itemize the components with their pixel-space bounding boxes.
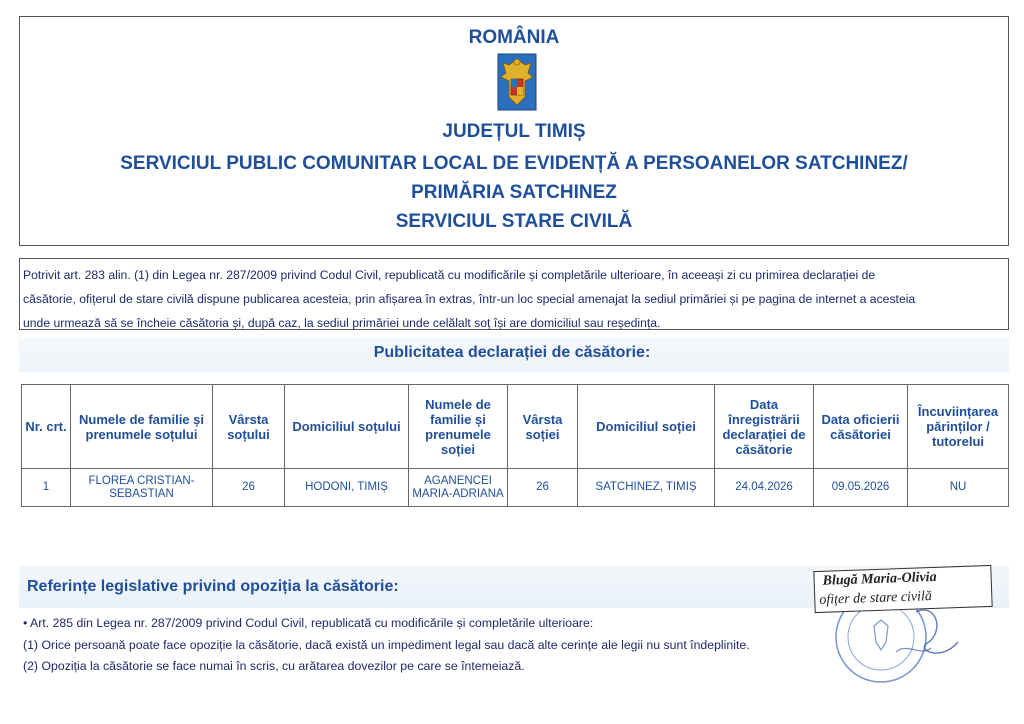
col-header: Numele de familie și prenumele soțului — [71, 385, 213, 469]
col-header: Încuviințarea părinților / tutorelui — [908, 385, 1009, 469]
col-header: Vârsta soțului — [213, 385, 285, 469]
col-header: Vârsta soției — [508, 385, 578, 469]
declarations-table — [21, 384, 1009, 507]
country-title: ROMÂNIA — [468, 27, 560, 48]
intro-line-1: Potrivit art. 283 alin. (1) din Legea nr. 287/2009 privind Codul Civil, republicată cu modificările și completările ulterioare, în aceeași zi cu primirea declarației de — [23, 268, 876, 282]
service-title: SERVICIUL PUBLIC COMUNITAR LOCAL DE EVIDENȚĂ A PERSOANELOR SATCHINEZ/ — [120, 153, 908, 174]
signature-box — [813, 565, 992, 613]
col-header: Domiciliul soției — [578, 385, 715, 469]
city-hall-title: PRIMĂRIA SATCHINEZ — [411, 182, 617, 203]
cell-husband-name: FLOREA CRISTIAN-SEBASTIAN — [71, 469, 213, 507]
legal-intro — [19, 258, 1009, 330]
col-header: Domiciliul soțului — [285, 385, 409, 469]
header-box — [19, 16, 1009, 246]
cell-wife-age: 26 — [508, 469, 578, 507]
references-text — [23, 613, 750, 678]
officer-name: Blugă Maria-Olivia — [822, 569, 937, 589]
reference-line-1: • Art. 285 din Legea nr. 287/2009 privind Codul Civil, republicată cu modificările și completările ulterioare: — [23, 616, 594, 630]
reference-line-2: (1) Orice persoană poate face opoziție la căsătorie, dacă există un impediment legal sau dacă alte cerințe ale legii nu sunt îndeplinite. — [23, 637, 750, 652]
cell-parental-consent: NU — [908, 469, 1009, 507]
cell-nr: 1 — [22, 469, 71, 507]
cell-registration-date: 24.04.2026 — [715, 469, 814, 507]
table-header-row — [22, 385, 1009, 469]
reference-line-3: (2) Opoziția la căsătorie se face numai în scris, cu arătarea dovezilor pe care se întemeiază. — [23, 659, 525, 673]
civil-status-title: SERVICIUL STARE CIVILĂ — [395, 211, 633, 232]
officer-role: ofițer de stare civilă — [819, 589, 933, 608]
publication-title: Publicitatea declarației de căsătorie: — [373, 344, 651, 361]
cell-wife-address: SATCHINEZ, TIMIȘ — [578, 469, 715, 507]
col-header: Data oficierii căsătoriei — [814, 385, 908, 469]
references-title: Referințe legislative privind opoziția la căsătorie: — [27, 578, 399, 595]
coat-of-arms-icon — [497, 53, 537, 111]
col-header: Numele de familie și prenumele soției — [409, 385, 508, 469]
county-title: JUDEȚUL TIMIȘ — [442, 121, 586, 142]
intro-line-3: unde urmează să se încheie căsătoria și, după caz, la sediul primăriei unde celălalt soț își are domiciliul sau reședința. — [23, 316, 661, 330]
cell-wife-name: AGANENCEI MARIA-ADRIANA — [409, 469, 508, 507]
col-header: Data înregistrării declarației de căsătorie — [715, 385, 814, 469]
intro-line-2: căsătorie, ofițerul de stare civilă dispune publicarea acesteia, prin afișarea în extras, într-un loc special amenajat la sediul primăriei și pe pagina de internet a acesteia — [23, 292, 916, 306]
cell-husband-age: 26 — [213, 469, 285, 507]
cell-ceremony-date: 09.05.2026 — [814, 469, 908, 507]
col-header: Nr. crt. — [22, 385, 71, 469]
table-row — [22, 469, 1009, 507]
cell-husband-address: HODONI, TIMIȘ — [285, 469, 409, 507]
